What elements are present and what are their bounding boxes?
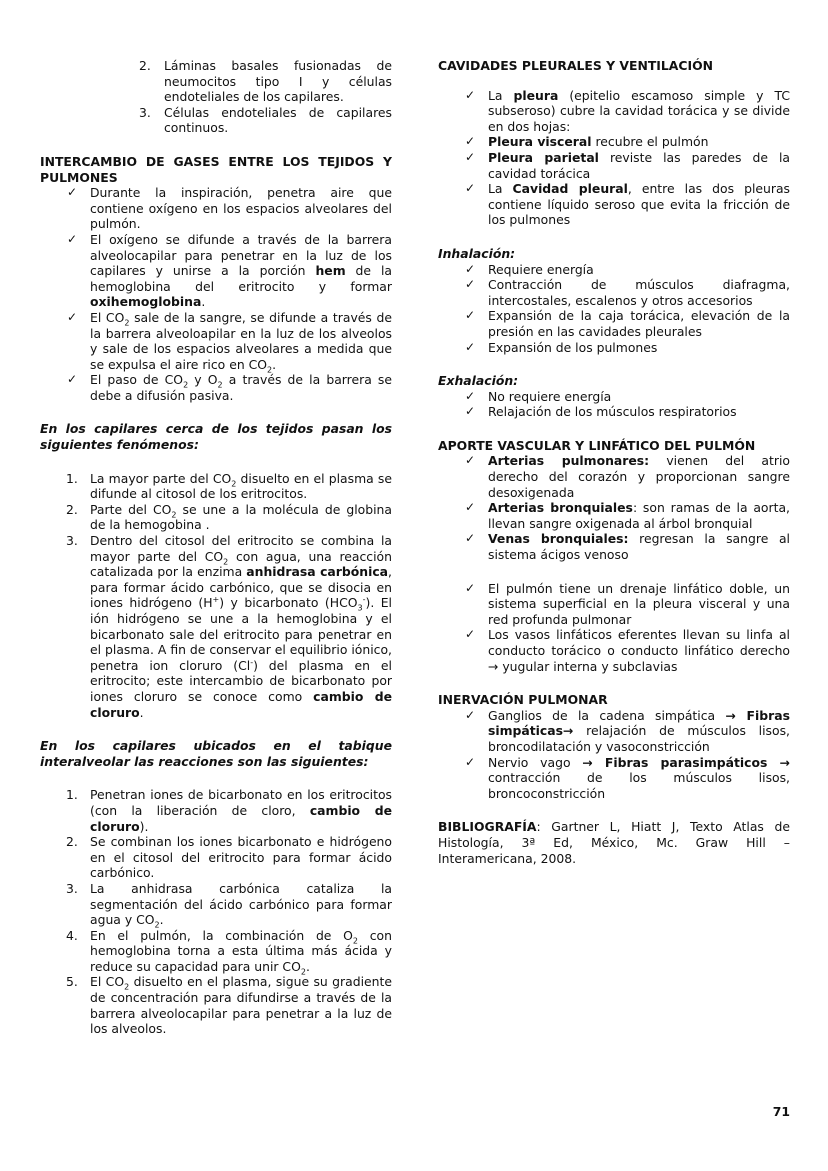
list-item: ✓ Expansión de los pulmones [464,339,658,355]
list-item: ✓ El oxígeno se difunde a través de la barrera alveolocapilar para penetrar en la luz de los capilares y unirse a la porción hem de la hemoglobina del eritrocito y formar oxihemoglobina. [66,231,392,310]
arrow-right-icon: → [563,723,574,739]
list-item: ✓ Ganglios de la cadena simpática → Fibras simpáticas→ relajación de músculos lisos, broncodilatación y vasoconstricción [464,707,790,754]
bibliography: BIBLIOGRAFÍA: Gartner L, Hiatt J, Texto Atlas de Histología, 3ª Ed, México, Mc. Graw Hill – Interamericana, 2008. [438,819,790,866]
gas-exchange-heading: INTERCAMBIO DE GASES ENTRE LOS TEJIDOS Y PULMONES [40,153,392,185]
right-column [438,58,790,866]
list-item: ✓ El $CO_2$ sale de la sangre, se difunde a través de la barrera alveoloapilar en la luz de los alveolos y sale de los espacios alveolares a medida que se expulsa el aire rico en $CO_2$. [66,309,392,375]
inhalation-title: Inhalación: [438,245,516,261]
page-number: 71 [772,1104,790,1119]
list-item: ✓ Venas bronquiales: regresan la sangre al sistema ácigos venoso [464,531,790,563]
list-item: ✓ Arterias bronquiales: son ramas de la aorta, llevan sangre oxigenada al árbol bronquial [464,500,790,531]
check-icon: ✓ [464,134,476,149]
arrow-right-icon: → [767,754,790,770]
check-icon: ✓ [464,754,476,769]
pleural-list [438,88,790,228]
list-item: ✓ El paso de $CO_2$ y $O_2$ a través de la barrera se debe a difusión pasiva. [66,372,393,403]
vascular-heading: APORTE VASCULAR Y LINFÁTICO DEL PULMÓN [438,437,756,453]
list-item: ✓ La pleura (epitelio escamoso simple y TC subseroso) cubre la cavidad torácica y se divide en dos hojas: [464,87,790,134]
list-item: ✓ Los vasos linfáticos eferentes llevan su linfa al conducto torácico o conducto linfático derecho → yugular interna y subclavias [464,627,790,674]
check-icon: ✓ [464,707,476,722]
list-item: ✓ No requiere energía [464,388,612,404]
list-item: 2. Se combinan los iones bicarbonato e hidrógeno en el citosol del eritrocito para formar ácido carbónico. [66,834,392,881]
check-icon: ✓ [464,277,476,292]
list-item: ✓ Arterias pulmonares: vienen del atrio derecho del corazón y proporcionan sangre desoxigenada [464,453,790,500]
check-icon: ✓ [464,500,476,515]
septum-capillaries-subheading: En los capilares ubicados en el tabique interalveolar las reacciones son las siguientes: [40,738,392,769]
list-item: ✓ Relajación de los músculos respiratorios [464,404,737,420]
check-icon: ✓ [464,531,476,546]
check-icon: ✓ [464,627,476,642]
list-item [40,105,392,136]
arrow-right-icon: → [488,658,499,674]
list-item: ✓ Contracción de músculos diafragma, intercostales, escalenos y otros accesorios [464,277,790,308]
check-icon: ✓ [464,388,476,403]
exhalation-title: Exhalación: [438,373,519,389]
list-item: ✓ Durante la inspiración, penetra aire que contiene oxígeno en los espacios alveolares del pulmón. [66,185,392,232]
arrow-right-icon: → [725,707,736,723]
check-icon: ✓ [464,87,476,102]
check-icon: ✓ [66,309,78,324]
list-item: 3. La anhidrasa carbónica cataliza la segmentación del ácido carbónico para formar agua y $CO_2$. [66,880,392,930]
tissue-capillaries-list [40,471,392,721]
list-item: ✓ Pleura visceral recubre el pulmón [464,134,709,150]
continued-list [40,58,392,136]
vascular-list [438,453,790,562]
check-icon: ✓ [66,231,78,246]
check-icon: ✓ [464,453,476,468]
check-icon: ✓ [464,149,476,164]
tissue-capillaries-subheading: En los capilares cerca de los tejidos pasan los siguientes fenómenos: [40,421,392,453]
list-item: ✓ Nervio vago → Fibras parasimpáticos → contracción de los músculos lisos, broncoconstricción [464,754,790,801]
lymphatic-list [438,581,790,675]
list-item: ✓ Pleura parietal reviste las paredes de la cavidad torácica [464,149,790,181]
list-item: ✓ El pulmón tiene un drenaje linfático doble, un sistema superficial en la pleura visceral y una red profunda pulmonar [464,580,790,627]
check-icon: ✓ [464,339,476,354]
list-item: ✓ Requiere energía [464,261,594,277]
list-item [40,58,392,105]
item-number: 3. [139,104,151,120]
check-icon: ✓ [464,181,476,196]
arrow-right-icon: → [582,754,593,770]
check-icon: ✓ [464,308,476,323]
list-item: ✓ Expansión de la caja torácica, elevación de la presión en las cavidades pleurales [464,308,790,339]
septum-capillaries-list [40,787,392,1037]
check-icon: ✓ [464,404,476,419]
list-item: ✓ La Cavidad pleural, entre las dos pleuras contiene líquido seroso que evita la fricción de los pulmones [464,181,790,228]
check-icon: ✓ [464,580,476,595]
gas-exchange-list [40,185,392,403]
left-column [40,58,392,1037]
list-item: 5. El $CO_2$ disuelto en el plasma, sigue su gradiente de concentración para difundirse a través de la barrera alveolocapilar para penetrar a la luz de los alveolos. [66,974,392,1037]
innervation-heading: INERVACIÓN PULMONAR [438,692,608,708]
innervation-list [438,708,790,802]
list-item: 4. En el pulmón, la combinación de $O_2$ con hemoglobina torna a esta última más ácida y reduce su capacidad para unir $CO_2$. [66,927,392,977]
item-text: Láminas basales fusionadas de neumocitos tipo I y células endoteliales de los capilares. [164,58,392,105]
exhalation-list [438,389,790,420]
list-item: 1. Penetran iones de bicarbonato en los eritrocitos (con la liberación de cloro, cambio de cloruro). [66,787,392,834]
item-text: Células endoteliales de capilares continuos. [164,104,392,136]
list-item: 3. Dentro del citosol del eritrocito se combina la mayor parte del $CO_2$ con agua, una reacción catalizada por la enzima anhidrasa carbónica, para formar ácido carbónico, que se disocia en iones hidrógeno (H+) y bicarbonato $(HCO_3^-)$. El ión hidrógeno se une a la hemoglobina y el bicarbonato sale del eritrocito para penetrar en el plasma. A fin de conservar el equilibrio iónico, penetra ion cloruro (Cl-) del plasma en el eritrocito; este intercambio de bicarbonato por iones cloruro se conoce como cambio de cloruro. [66,533,392,720]
pleural-heading: CAVIDADES PLEURALES Y VENTILACIÓN [438,58,713,73]
check-icon: ✓ [464,261,476,276]
inhalation-list [438,262,790,356]
check-icon: ✓ [66,185,78,200]
list-item: 1. La mayor parte del $CO_2$ disuelto en el plasma se difunde al citosol de los eritrocitos. [66,470,392,502]
item-number: 2. [139,58,151,73]
check-icon: ✓ [66,372,78,387]
list-item: 2. Parte del $CO_2$ se une a la molécula de globina de la hemogobina . [66,501,393,533]
